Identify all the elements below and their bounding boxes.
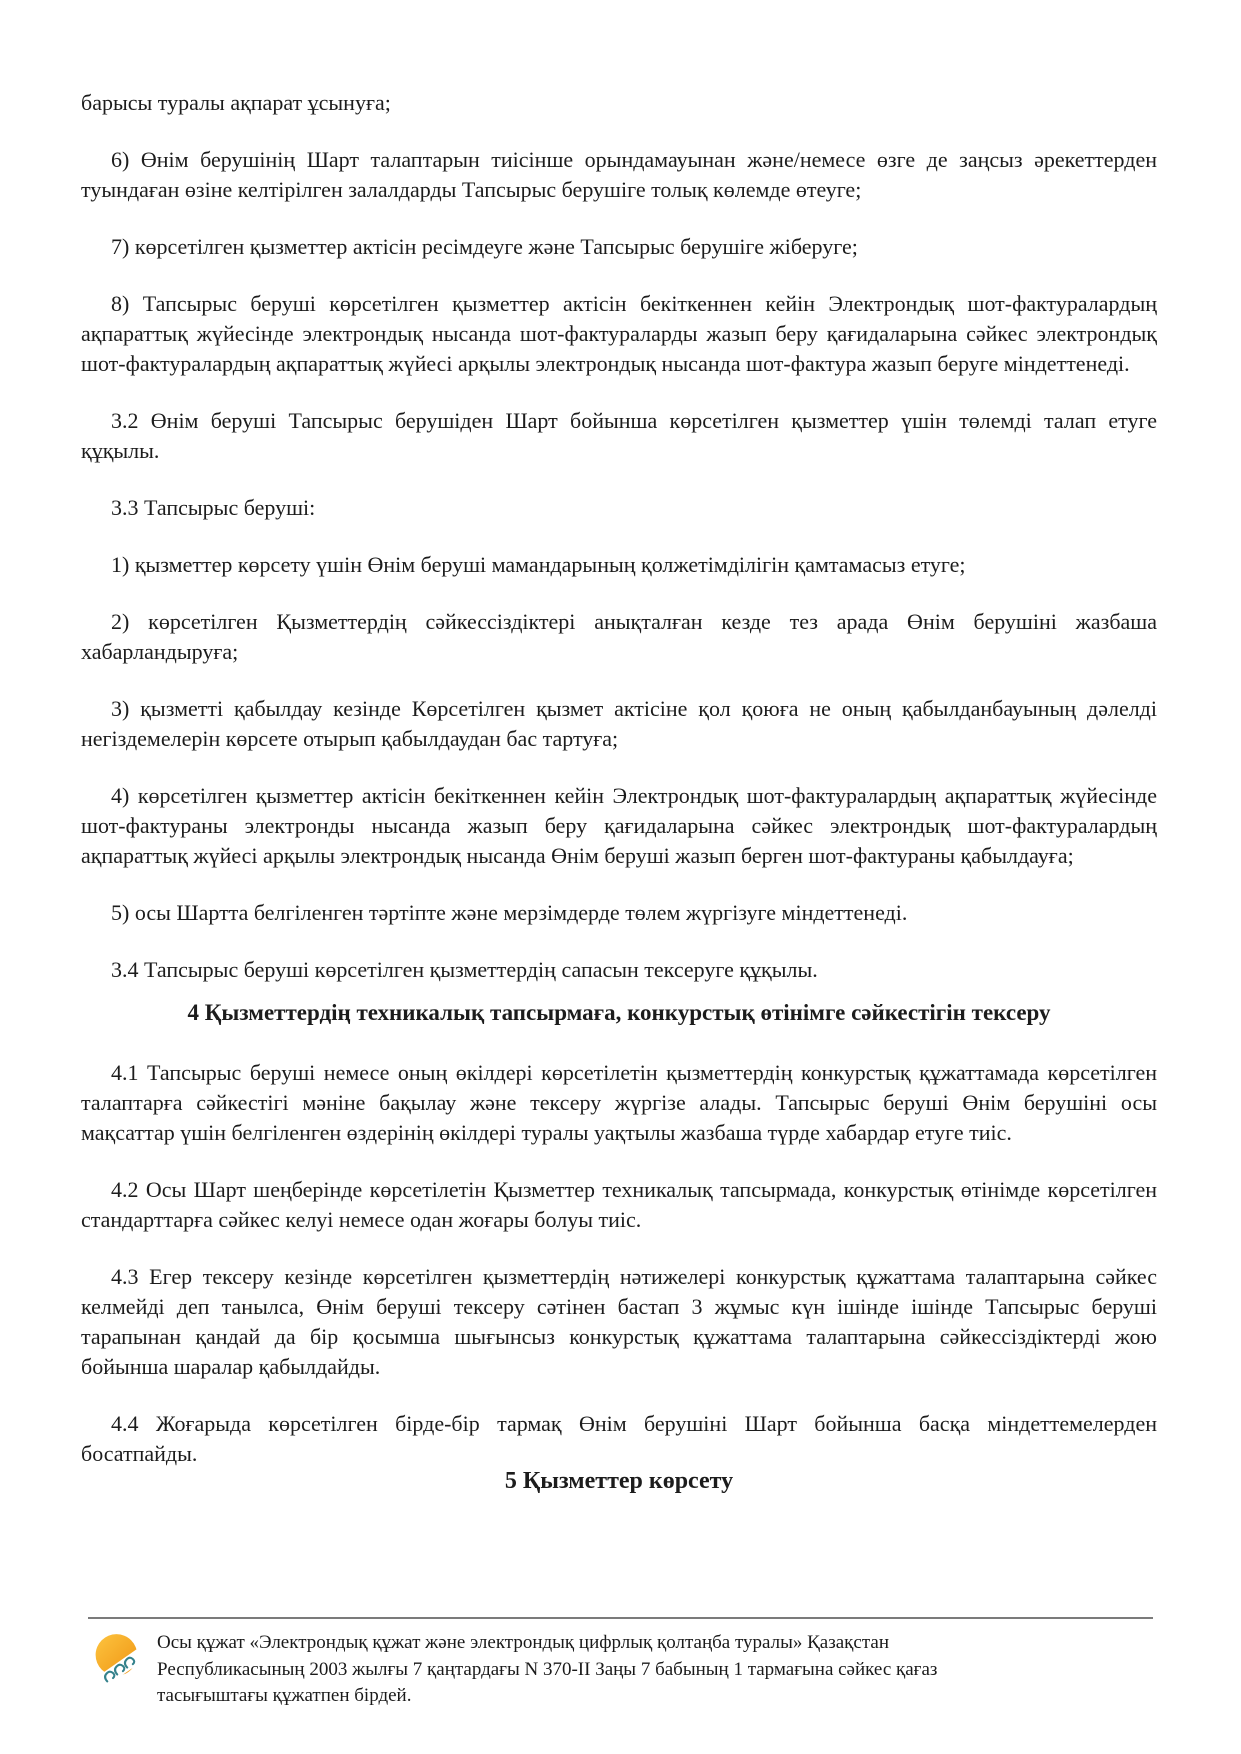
footer-legal-note: Осы құжат «Электрондық құжат және электрондық цифрлық қолтаңба туралы» Қазақстан Республикасының 2003 жылғы 7 қаңтардағы N 370-II Заңы 7 бабының 1 тармағына сәйкес қағаз тасығыштағы құжатпен бірдей. xyxy=(157,1632,938,1706)
clause-4-1: 4.1 Тапсырыс беруші немесе оның өкілдері көрсетілетін қызметтердің конкурстық құжаттамада көрсетілген талаптарға сәйкестігі мәніне бақылау және тексеру жүргізе алады. Тапсырыс беруші Өнім берушіні осы мақсаттар үшін белгіленген өздерінің өкілдері туралы уақтылы жазбаша түрде хабардар етуге тиіс. xyxy=(81,1060,1157,1145)
clause-4-4: 4.4 Жоғарыда көрсетілген бірде-бір тармақ Өнім берушіні Шарт бойынша басқа міндеттемелерден босатпайды. xyxy=(81,1411,1157,1466)
clause-4-2: 4.2 Осы Шарт шеңберінде көрсетілетін Қызметтер техникалық тапсырмада, конкурстық өтінімде көрсетілген стандарттарға сәйкес келуі немесе одан жоғары болуы тиіс. xyxy=(81,1177,1157,1232)
clause-3-2: 3.2 Өнім беруші Тапсырыс берушіден Шарт бойынша көрсетілген қызметтер үшін төлемді талап етуге құқылы. xyxy=(81,408,1157,463)
clause-8: 8) Тапсырыс беруші көрсетілген қызметтер актісін бекіткеннен кейін Электрондық шот-фактуралардың ақпараттық жүйесінде электрондық нысанда шот-фактураларды жазып беру қағидаларына сәйкес электрондық шот-фактуралардың ақпараттық жүйесі арқылы электрондық нысанда шот-фактура жазып беруге міндеттенеді. xyxy=(81,291,1157,376)
section-4-heading: 4 Қызметтердің техникалық тапсырмаға, конкурстық өтінімге сәйкестігін тексеру xyxy=(187,1000,1051,1025)
subclause-1: 1) қызметтер көрсету үшін Өнім беруші мамандарының қолжетімділігін қамтамасыз етуге; xyxy=(111,552,966,577)
subclause-2: 2) көрсетілген Қызметтердің сәйкессіздіктері анықталған кезде тез арада Өнім берушіні жазбаша хабарландыруға; xyxy=(81,609,1157,664)
page-footer xyxy=(88,1617,1153,1710)
subclause-3: 3) қызметті қабылдау кезінде Көрсетілген қызмет актісіне қол қоюға не оның қабылданбауының дәлелді негіздемелерін көрсете отырып қабылдаудан бас тартуға; xyxy=(81,696,1157,751)
continuation-paragraph: барысы туралы ақпарат ұсынуға; xyxy=(81,90,391,115)
clause-4-3: 4.3 Егер тексеру кезінде көрсетілген қызметтердің нәтижелері конкурстық құжаттама талаптарына сәйкес келмейді деп танылса, Өнім беруші тексеру сәтінен бастап 3 жұмыс күн ішінде ішінде Тапсырыс беруші тарапынан қандай да бір қосымша шығынсыз конкурстық құжаттама талаптарына сәйкессіздіктерді жою бойынша шаралар қабылдайды. xyxy=(81,1264,1157,1379)
clause-7: 7) көрсетілген қызметтер актісін ресімдеуге және Тапсырыс берушіге жіберуге; xyxy=(111,234,858,259)
clause-6: 6) Өнім берушінің Шарт талаптарын тиісінше орындамауынан және/немесе өзге де заңсыз әрекеттерден туындаған өзіне келтірілген залалдарды Тапсырыс берушіге толық көлемде өтеуге; xyxy=(81,147,1157,202)
section-5-heading: 5 Қызметтер көрсету xyxy=(504,1468,734,1494)
footer-row xyxy=(88,1619,1153,1710)
clause-3-4: 3.4 Тапсырыс беруші көрсетілген қызметтердің сапасын тексеруге құқылы. xyxy=(111,957,818,982)
subclause-5: 5) осы Шартта белгіленген тәртіпте және мерзімдерде төлем жүргізуге міндеттенеді. xyxy=(111,900,908,925)
subclause-4: 4) көрсетілген қызметтер актісін бекіткеннен кейін Электрондық шот-фактуралардың ақпараттық жүйесінде шот-фактураны электронды нысанда жазып беру қағидаларына сәйкес электрондық шот-фактуралардың ақпараттық жүйесі арқылы электрондық нысанда Өнім беруші жазып берген шот-фактураны қабылдауға; xyxy=(81,783,1157,868)
egov-kazakhstan-emblem-icon xyxy=(93,1631,145,1691)
clause-3-3: 3.3 Тапсырыс беруші: xyxy=(111,495,316,520)
